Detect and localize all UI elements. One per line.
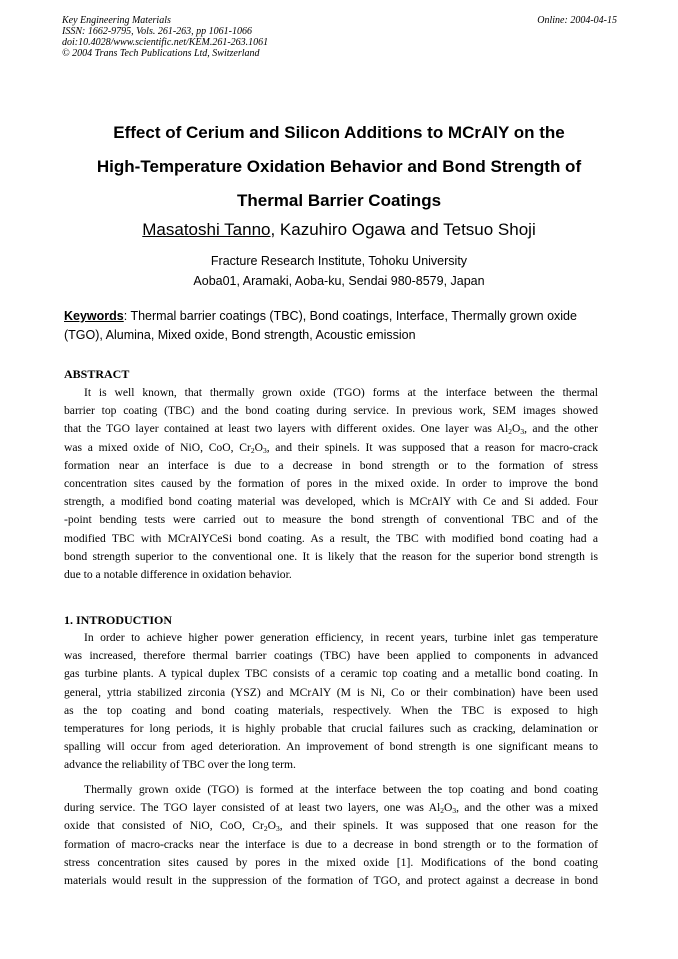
doi-line: doi:10.4028/www.scientific.net/KEM.261-263.1061 bbox=[62, 37, 269, 48]
intro-line: during service. The TGO layer consisted of at least two layers, one was $Al_2O_3$, and the other was a mixed bbox=[64, 801, 598, 816]
affiliation-institute: Fracture Research Institute, Tohoku University bbox=[210, 254, 468, 268]
abstract-line: modified TBC with MCrAlYCeSi bond coating. As a result, the TBC with modified bond coating had a bbox=[64, 531, 598, 545]
affiliation bbox=[40, 251, 638, 291]
copyright-line: © 2004 Trans Tech Publications Ltd, Switzerland bbox=[62, 48, 260, 59]
issn-line: ISSN: 1662-9795, Vols. 261-263, pp 1061-1066 bbox=[62, 26, 252, 37]
intro-line: oxide that consisted of NiO, CoO, $Cr_2O_3$, and their spinels. It was supposed that one reason for the bbox=[64, 819, 598, 834]
abstract-line: formation near an interface is due to a decrease in bond strength or to the formation of stress bbox=[64, 458, 598, 472]
intro-line: temperatures for long periods, it is highly probable that crucial failures such as cracking, delamination or bbox=[64, 721, 598, 735]
introduction-paragraph-1 bbox=[64, 629, 598, 775]
title-line-1: Effect of Cerium and Silicon Additions to MCrAlY on the bbox=[113, 123, 565, 142]
co-authors: , Kazuhiro Ogawa and Tetsuo Shoji bbox=[270, 220, 536, 239]
introduction-heading: 1. INTRODUCTION bbox=[64, 613, 173, 627]
journal-name: Key Engineering Materials bbox=[62, 15, 171, 26]
intro-line: formation of macro-cracks near the interface is due to a decrease in bond strength or to the formation of bbox=[64, 837, 598, 851]
abstract-line: barrier top coating (TBC) and the bond coating during service. In previous work, SEM images showed bbox=[64, 404, 598, 418]
title-line-2: High-Temperature Oxidation Behavior and Bond Strength of bbox=[96, 157, 582, 176]
abstract-body bbox=[64, 384, 598, 584]
intro-line: advance the reliability of TBC over the long term. bbox=[64, 758, 296, 772]
intro-line: materials would result in the suppression of the formation of TGO, and protect against a decrease in bond bbox=[64, 873, 598, 887]
corresponding-author: Masatoshi Tanno bbox=[142, 220, 271, 239]
abstract-line: that the TGO layer contained at least two layers with different oxides. One layer was $Al_2O_3$, and the other bbox=[64, 422, 598, 437]
keywords bbox=[64, 307, 598, 345]
intro-line: was increased, therefore thermal barrier coatings (TBC) have been applied to components in advanced bbox=[64, 649, 598, 663]
intro-line: as the top coating and bond coating materials, respectively. When the TBC is exposed to high bbox=[64, 703, 598, 717]
journal-metadata bbox=[62, 15, 617, 59]
keywords-text: : Thermal barrier coatings (TBC), Bond coatings, Interface, Thermally grown oxide (TGO), Alumina, Mixed oxide, Bond strength, Acoustic emission bbox=[64, 309, 577, 342]
abstract-line: concentration sites caused by the formation of pores in the mixed oxide. In order to improve the bond bbox=[64, 476, 598, 490]
introduction-paragraph-2 bbox=[64, 781, 598, 890]
author-list bbox=[40, 219, 638, 241]
keywords-label: Keywords bbox=[64, 309, 124, 323]
abstract-line: bond strength superior to the conventional one. It is likely that the reason for the superior bond strength is bbox=[64, 549, 598, 563]
abstract-line: It is well known, that thermally grown oxide (TGO) forms at the interface between the thermal bbox=[84, 386, 598, 399]
paper-title bbox=[40, 116, 638, 218]
intro-line: Thermally grown oxide (TGO) is formed at the interface between the top coating and bond coating bbox=[84, 783, 598, 796]
abstract-line: -point bending tests were carried out to measure the bond strength of conventional TBC and of the bbox=[64, 513, 598, 527]
online-date: Online: 2004-04-15 bbox=[537, 15, 617, 26]
intro-line: gas turbine plants. A typical duplex TBC consists of a ceramic top coating and a metallic bond coating. In bbox=[64, 667, 598, 681]
intro-line: In order to achieve higher power generation efficiency, in recent years, turbine inlet gas temperature bbox=[84, 631, 598, 644]
abstract-line: was a mixed oxide of NiO, CoO, $Cr_2O_3$, and their spinels. It was supposed that a reason for macro-crack bbox=[64, 440, 598, 455]
intro-line: spalling will occur from aged deterioration. An improvement of bond strength is one significant means to bbox=[64, 740, 598, 754]
abstract-heading: ABSTRACT bbox=[64, 367, 130, 381]
intro-line: general, yttria stabilized zirconia (YSZ) and MCrAlY (M is Ni, Co or their combination) have been used bbox=[64, 685, 598, 699]
intro-line: stress concentration sites caused by pores in the mixed oxide [1]. Modifications of the bond coating bbox=[64, 855, 598, 869]
abstract-line: due to a notable difference in oxidation behavior. bbox=[64, 567, 292, 581]
affiliation-address: Aoba01, Aramaki, Aoba-ku, Sendai 980-8579, Japan bbox=[193, 274, 485, 288]
title-line-3: Thermal Barrier Coatings bbox=[236, 191, 442, 210]
abstract-line: strength, a modified bond coating material was developed, which is MCrAlY with Ce and Si added. Four bbox=[64, 495, 598, 509]
